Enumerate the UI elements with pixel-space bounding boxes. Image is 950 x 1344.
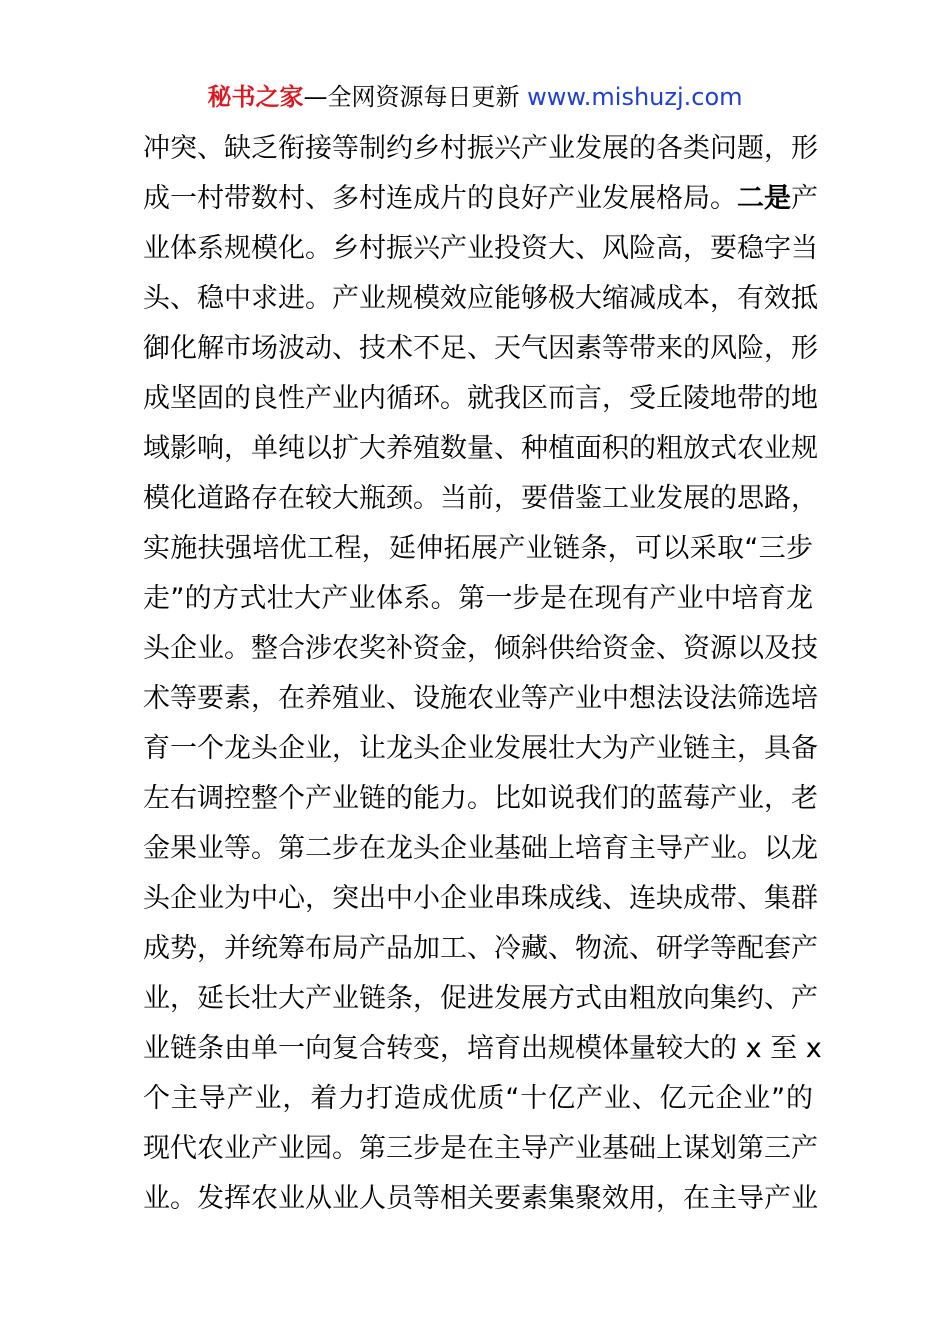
text-line: 业，延长壮大产业链条，促进发展方式由粗放向集约、产 <box>143 983 818 1014</box>
site-url[interactable]: www.mishuzj.com <box>527 83 743 111</box>
text-line: 头企业。整合涉农奖补资金，倾斜供给资金、资源以及技 <box>143 633 818 664</box>
text-line <box>143 174 818 224</box>
text-line: 成坚固的良性产业内循环。就我区而言，受丘陵地带的地 <box>143 383 818 414</box>
text-line: 业链条由单一向复合转变，培育出规模体量较大的 x 至 x <box>143 1033 822 1064</box>
text-line: 育一个龙头企业，让龙头企业发展壮大为产业链主，具备 <box>143 733 818 764</box>
site-name: 秘书之家 <box>207 83 304 111</box>
text-line: 实施扶强培优工程，延伸拓展产业链条，可以采取“三步 <box>143 533 813 564</box>
text-line: 成势，并统筹布局产品加工、冷藏、物流、研学等配套产 <box>143 933 818 964</box>
header-tagline: —全网资源每日更新 <box>303 83 528 111</box>
text-line: 个主导产业，着力打造成优质“十亿产业、亿元企业”的 <box>143 1083 813 1114</box>
bold-marker: 二是 <box>737 183 791 214</box>
text-line: 冲突、缺乏衔接等制约乡村振兴产业发展的各类问题，形 <box>143 133 818 164</box>
text-line: 模化道路存在较大瓶颈。当前，要借鉴工业发展的思路， <box>143 483 818 514</box>
text-line: 左右调控整个产业链的能力。比如说我们的蓝莓产业，老 <box>143 783 818 814</box>
text-line: 御化解市场波动、技术不足、天气因素等带来的风险，形 <box>143 333 818 364</box>
text-line: 术等要素，在养殖业、设施农业等产业中想法设法筛选培 <box>143 683 818 714</box>
text-line: 头、稳中求进。产业规模效应能够极大缩减成本，有效抵 <box>143 283 818 314</box>
text-line: 走”的方式壮大产业体系。第一步是在现有产业中培育龙 <box>143 583 813 614</box>
text-line: 现代农业产业园。第三步是在主导产业基础上谋划第三产 <box>143 1133 818 1164</box>
text-line-content: 成一村带数村、多村连成片的良好产业发展格局。 <box>143 183 737 214</box>
text-line: 业。发挥农业从业人员等相关要素集聚效用，在主导产业 <box>143 1183 818 1214</box>
page-header <box>0 80 950 114</box>
text-line: 域影响，单纯以扩大养殖数量、种植面积的粗放式农业规 <box>143 433 818 464</box>
text-line: 头企业为中心，突出中小企业串珠成线、连块成带、集群 <box>143 883 818 914</box>
text-line: 业体系规模化。乡村振兴产业投资大、风险高，要稳字当 <box>143 233 818 264</box>
text-line-tail: 产 <box>791 183 818 214</box>
body-text <box>143 124 822 1224</box>
text-line: 金果业等。第二步在龙头企业基础上培育主导产业。以龙 <box>143 833 818 864</box>
